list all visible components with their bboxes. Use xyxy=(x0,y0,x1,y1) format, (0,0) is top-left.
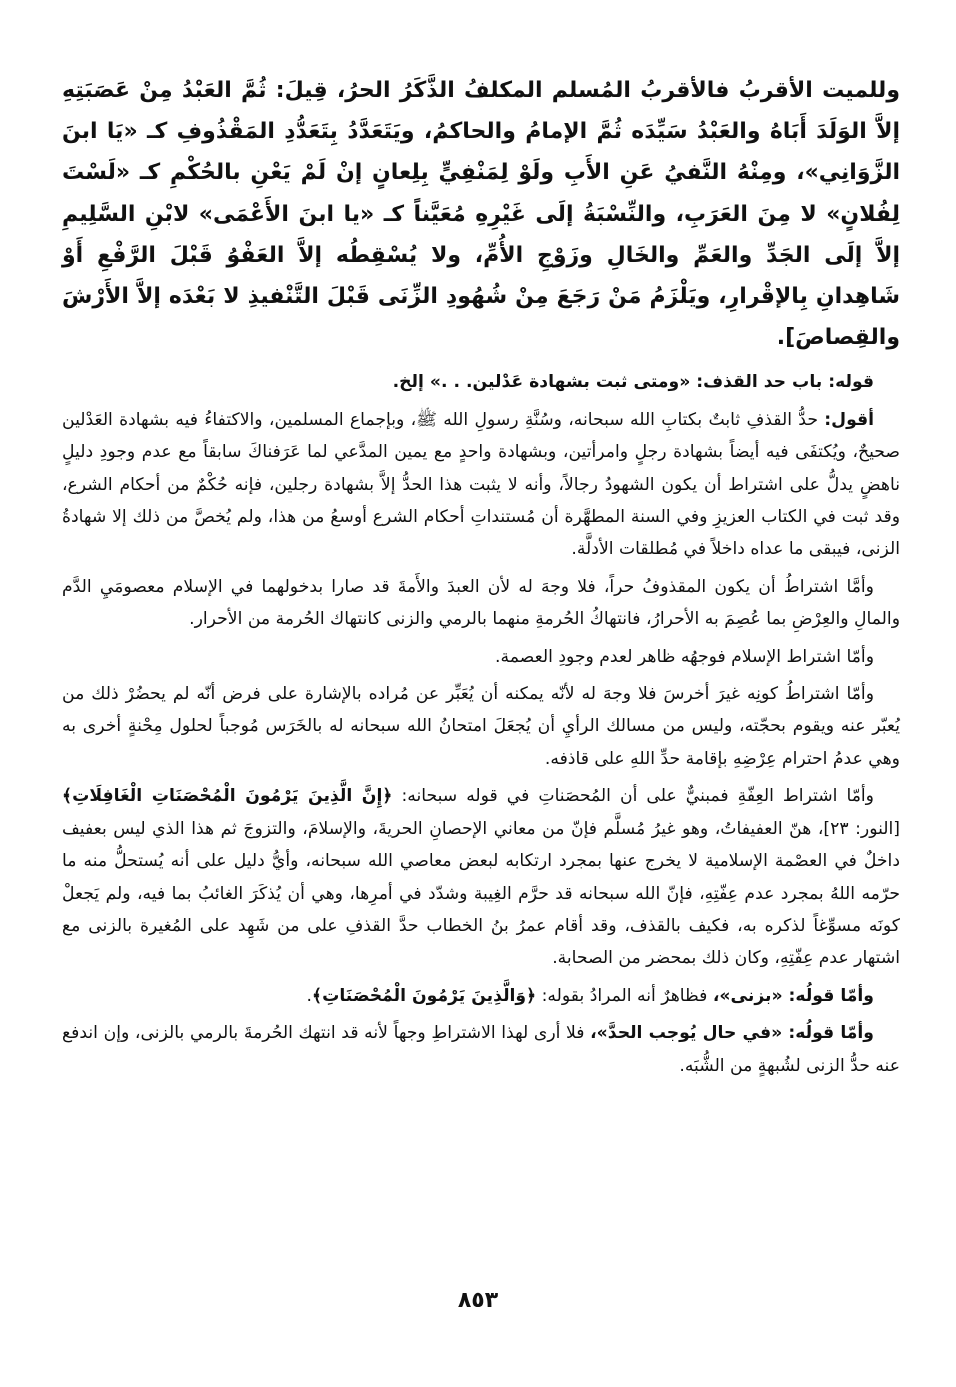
paragraph-7 xyxy=(62,1017,900,1082)
quran-quote-1: ﴿إِنَّ الَّذِينَ يَرْمُونَ الْمُحْصَنَاتِ الْغَافِلَاتِ﴾ xyxy=(62,786,393,807)
paragraph-1 xyxy=(62,404,900,566)
paragraph-6-end: . xyxy=(306,985,313,1006)
quran-quote-2: ﴿وَالَّذِينَ يَرْمُونَ الْمُحْصَنَاتِ﴾ xyxy=(312,985,537,1006)
commentary-heading-text: قوله: باب حد القذف: «ومتى ثبت بشهادة عَدْلين. . .» إلخ. xyxy=(392,372,874,393)
paragraph-6-text: فظاهرٌ أنه المرادُ بقوله: xyxy=(541,985,708,1006)
paragraph-5-text-b: هنّ العفيفاتُ، وهو غيرُ مُسلَّم فإنّ من معاني الإحصانِ الحريةَ، والإسلامَ، والتزوجَ ثم هذا الذي ليس بعفيف داخلٌ في العصْمة الإسلامية لا يخرج عنها بمجرد ارتكابه لبعض معاصي الله سبحانه، وأيُّ دليل على أنه يُستحلُّ منه ما حرّمه اللهُ بمجرد عدم عِفّتِهِ، فإنّ الله سبحانه قد حرَّم الغِيبة وشدّد في أمرِها، وهي أن يُذكَرَ الغائبُ بما فيه، ولم يَجعلْ كونَه مسوِّغاً لذكره به، فكيف بالقذف، وقد أقام عمرُ بنُ الخطاب حدَّ القذفِ على من شَهِد على المُغيرة بالزنى مع اشتهار عدم عِفّتِهِ، وكان ذلك بمحضر من الصحابة. xyxy=(62,818,900,969)
paragraph-6-lead: وأمّا قولُه: «بزنى»، xyxy=(712,985,874,1006)
quran-reference: [النور: ٢٣]، xyxy=(817,818,900,839)
page-body xyxy=(62,70,900,1310)
paragraph-5-text-a: وأمّا اشتراط العِفّةِ فمبنيٌّ على أن المُحصَناتِ في قوله سبحانه: xyxy=(401,786,874,807)
paragraph-1-text: حدُّ القذفِ ثابتٌ بكتابِ الله سبحانه، وسُنَّةِ رسولِ الله ﷺ، وبإجماع المسلمين، والاكتفاءُ فيه بشهادة العَدْلين صحيحٌ، ويُكتفَى فيه أيضاً بشهادة رجلٍ وامرأتين، وبشهادة واحدٍ مع يمين المدَّعي لما عَرَفناكَ سابقاً مع عدم وجودِ دليلٍ ناهضٍ يدلُّ على اشتراط أن يكون الشهودُ رجالاً، وأنه لا يثبت هذا الحدُّ إلاَّ بشهادة رجلين، فإنه حُكْمٌ من أحكام الشرع، وقد ثبت في الكتاب العزيزِ وفي السنة المطهَّرة أن مُستنداتِ أحكام الشرع أوسعُ من هذا، ولم يُخصَّ من ذلك إلا شهادةُ الزنى، فيبقى ما عداه داخلاً في مُطلقات الأدلَّة. xyxy=(62,409,900,560)
paragraph-4: وأمّا اشتراطُ كونِه غيرَ أخرسَ فلا وجهَ له لأنّه يمكنه أن يُعَبِّر عن مُراده بالإشارة على فرض أنّه لم يحضُرْ ذلك من يُعبّر عنه ويقوم بحجّته، وليس من مسالك الرأيِ أن يُجعَلَ امتحانُ الله سبحانه له بالخَرَس مُوجباً لحلول مِحْنةٍ أخرى به وهي عدمُ احترام عِرْضِهِ بإقامة حدِّ اللهِ على قاذفه. xyxy=(62,684,900,769)
commentary-heading xyxy=(62,366,900,398)
paragraph-7-text: فلا أرى لهذا الاشتراطِ وجهاً لأنه قد انتهك الحُرمةَ بالرمي بالزنى، وإن اندفع عنه حدُّ الزنى لشُبهةٍ من الشُّبَه. xyxy=(62,1023,900,1076)
paragraph-1-lead: أقول: xyxy=(824,409,874,430)
paragraph-6 xyxy=(62,980,900,1012)
paragraph-3: وأمّا اشتراط الإسلام فوجهُه ظاهر لعدم وجودِ العصمة. xyxy=(495,646,874,667)
paragraph-7-lead: وأمّا قولُه: «في حال يُوجب الحدَّ»، xyxy=(590,1023,874,1044)
matn-text: وللميت الأقربُ فالأقربُ المُسلم المكلفُ الذَّكَرُ الحرُ، قِيلَ: ثُمَّ العَبْدُ مِنْ عَصَبَتِهِ إلاَّ الوَلَدَ أَبَاهُ والعَبْدُ سَيِّدَه ثُمَّ الإمامُ والحاكمُ، ويَتَعَدَّدُ بِتَعَدُّدِ المَقْذُوفِ كـ «يَا ابنَ الزَّوَانِي»، ومِنْهُ النَّفيُ عَنِ الأَبِ ولَوْ لِمَنْفِيٍّ بِلِعانٍ إنْ لَمْ يَعْنِ بالحُكْمِ كـ «لَسْتَ لِفُلانٍ» لا مِنَ العَرَبِ، والنِّسْبَةُ إلَى غَيْرِهِ مُعَيَّناً كـ «يا ابنَ الأَعْمَى» لابْنِ السَّلِيمِ إلاَّ إلَى الجَدِّ والعَمِّ والخَالِ وزَوْجِ الأُمِّ، ولا يُسْقِطُه إلاَّ العَفْوُ قَبْلَ الرَّفْعِ أَوْ شَاهِدانِ بِالإقْرارِ، ويَلْزَمُ مَنْ رَجَعَ مِنْ شُهُودِ الزِّنَى قَبْلَ التَّنْفيذِ لا بَعْدَه إلاَّ الأَرْشَ والقِصاصَ]. xyxy=(62,78,900,351)
paragraph-5 xyxy=(62,780,900,974)
paragraph-2: وأمَّا اشتراطُ أن يكون المقذوفُ حراً، فلا وجهَ له لأن العبدَ والأَمةَ قد صارا بدخولهما في الإسلام معصومَيِ الدَّم والمالِ والعِرْضِ بما عُصِمَ به الأحرارُ، فانتهاكُ الحُرمةِ منهما بالرمي والزنى كانتهاك الحُرمة من الأحرار. xyxy=(62,576,900,630)
page-number: ٨٥٣ xyxy=(457,1288,499,1313)
